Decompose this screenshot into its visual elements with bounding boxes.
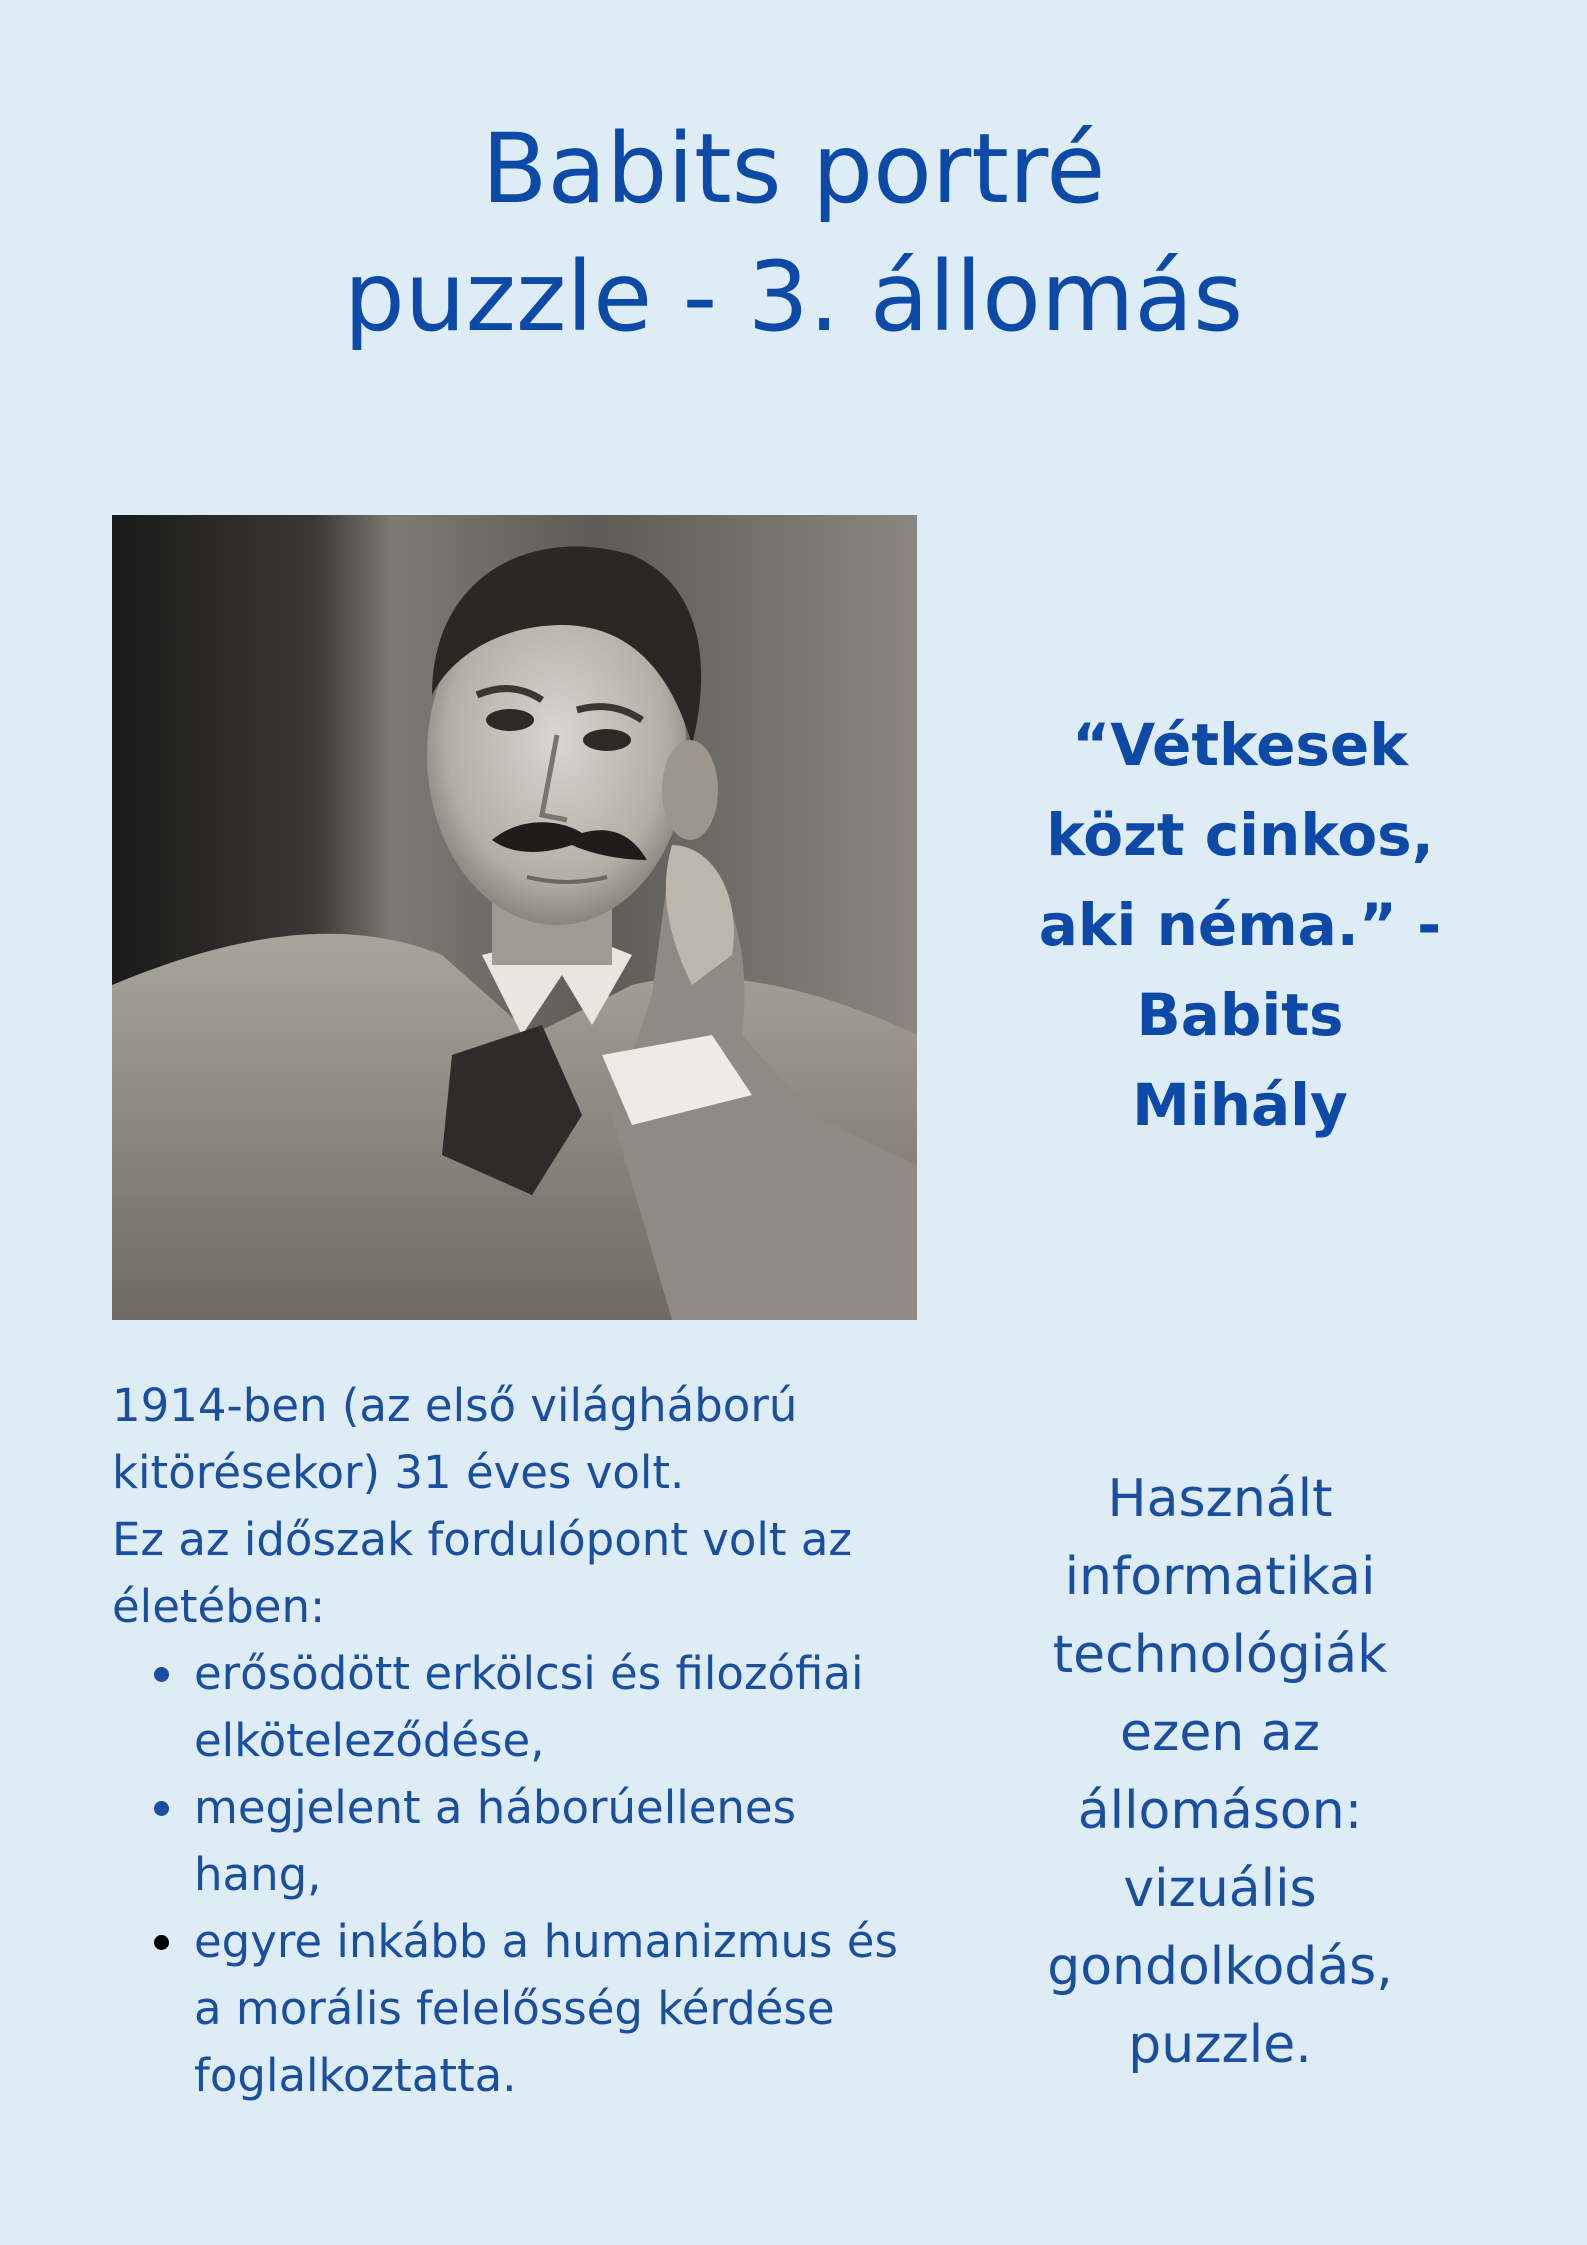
bullet-line: megjelent a háborúellenes (194, 1781, 797, 1834)
bio-paragraph-2 (112, 1506, 962, 1640)
portrait-photo (112, 515, 917, 1320)
bullet-line: a morális felelősség kérdése (194, 1982, 835, 2035)
list-item (194, 1908, 962, 2109)
tech-line: technológiák (1052, 1625, 1388, 1685)
bio-line: életében: (112, 1580, 326, 1633)
bio-line: Ez az időszak fordulópont volt az (112, 1513, 853, 1566)
list-item (194, 1640, 962, 1774)
biography-text (112, 1372, 962, 2109)
tech-line: gondolkodás, (1047, 1937, 1393, 1997)
bullet-line: foglalkoztatta. (194, 2049, 517, 2102)
bullet-line: elköteleződése, (194, 1714, 545, 1767)
tech-line: ezen az (1120, 1703, 1320, 1763)
title-line-1: Babits portré (481, 113, 1106, 225)
bio-bullet-list (112, 1640, 962, 2109)
page-title (0, 105, 1587, 361)
bio-line: kitörésekor) 31 éves volt. (112, 1446, 685, 1499)
tech-line: Használt (1107, 1469, 1333, 1529)
bullet-line: hang, (194, 1848, 322, 1901)
bullet-line: egyre inkább a humanizmus és (194, 1915, 898, 1968)
bio-paragraph-1 (112, 1372, 962, 1506)
quote-line: aki néma.” - (1038, 891, 1442, 959)
technologies-note (1010, 1460, 1430, 2084)
babits-quote (1020, 700, 1460, 1150)
quote-line: Mihály (1132, 1071, 1348, 1139)
bio-line: 1914-ben (az első világháború (112, 1379, 798, 1432)
list-item (194, 1774, 962, 1908)
quote-line: Babits (1136, 981, 1344, 1049)
quote-line: közt cinkos, (1046, 801, 1434, 869)
portrait-photo-icon (112, 515, 917, 1320)
tech-line: informatikai (1064, 1547, 1376, 1607)
tech-line: vizuális (1123, 1859, 1317, 1919)
title-line-2: puzzle - 3. állomás (343, 241, 1244, 353)
tech-line: állomáson: (1077, 1781, 1363, 1841)
bullet-line: erősödött erkölcsi és filozófiai (194, 1647, 864, 1700)
quote-line: “Vétkesek (1072, 711, 1408, 779)
tech-line: puzzle. (1128, 2015, 1312, 2075)
